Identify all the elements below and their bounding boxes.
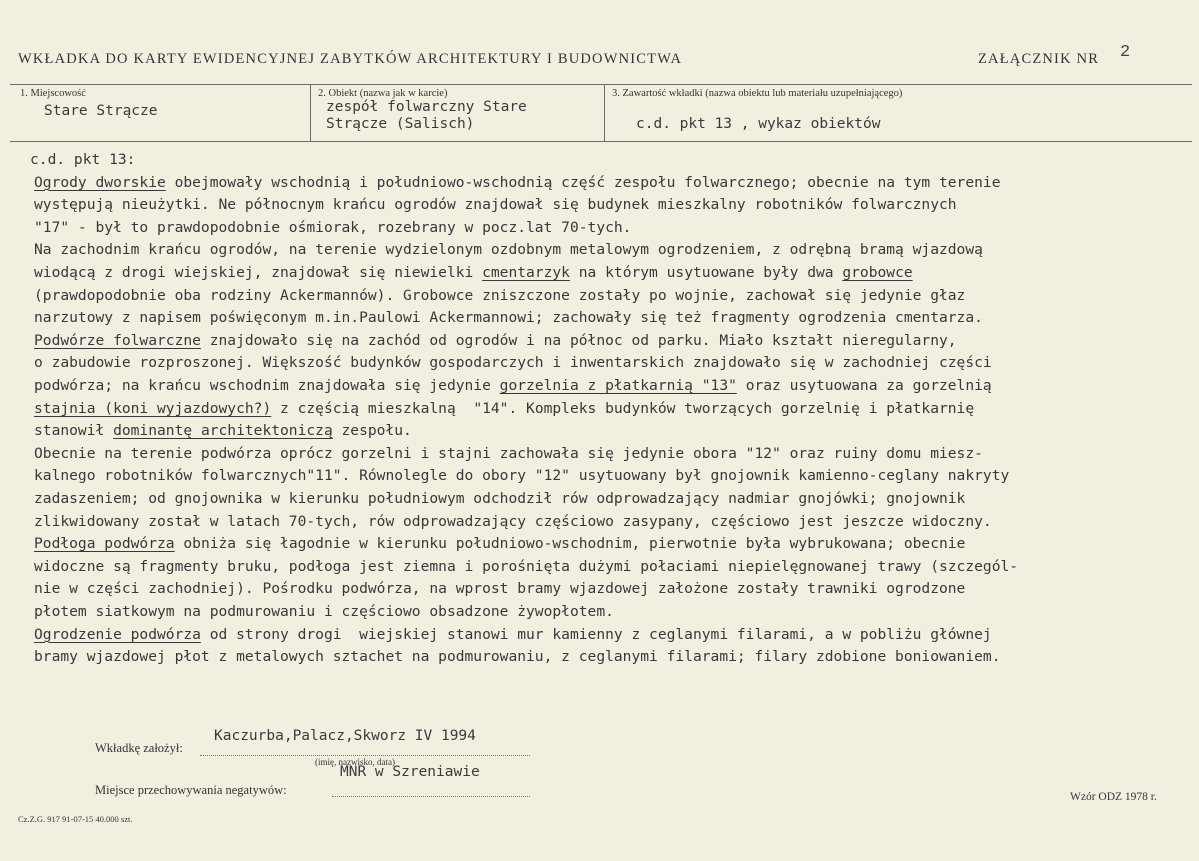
print-info: Cz.Z.G. 917 91-07-15 40.000 szt.	[18, 814, 133, 824]
body-line-text: z częścią mieszkalną "14". Kompleks budynków tworzących gorzelnię i płatkarnię	[271, 399, 975, 417]
body-line	[34, 580, 965, 597]
body-line-text: wiodącą z drogi wiejskiej, znajdował się niewielki	[34, 264, 483, 281]
negatives-label: Miejsce przechowywania negatywów:	[95, 783, 287, 797]
body-line-text: bramy wjazdowej płot z metalowych sztachet na podmurowaniu, z ceglanymi filarami; filary zdobione boniowaniem.	[34, 648, 1001, 666]
cell-divider-1	[310, 84, 311, 141]
body-line	[34, 603, 614, 620]
body-line	[34, 377, 992, 394]
body-line-text: widoczne są fragmenty bruku, podłoga jest ziemna i porośnięta dużymi połaciami niepielęgnowanej trawy (szczegól-	[34, 557, 1019, 575]
body-line-text: obniża się łagodnie w kierunku południowo-wschodnim, pierwotnie była wybrukowana; obecnie	[174, 535, 966, 553]
body-line	[34, 558, 1018, 575]
body-line-text: płotem siatkowym na podmurowaniu i częściowo obsadzone żywopłotem.	[34, 603, 614, 620]
body-line	[34, 422, 412, 439]
body-line-text: zlikwidowany został w latach 70-tych, rów odprowadzający częściowo zasypany, częściowo jest jeszcze widoczny.	[34, 512, 992, 530]
author-value: Kaczurba,Palacz,Skworz IV 1994	[214, 728, 476, 744]
body-line	[34, 174, 1000, 191]
body-line	[30, 151, 135, 168]
body-line	[34, 309, 983, 326]
body-line-text: c.d. pkt 13:	[30, 151, 136, 168]
body-line-text: stanowił	[34, 422, 114, 440]
body-line-text: Obecnie na terenie podwórza oprócz gorzelni i stajni zachowała się jedynie obora "12" oraz ruiny domu miesz-	[34, 444, 983, 462]
body-line	[34, 354, 992, 371]
body-line	[34, 219, 631, 236]
body-line-text: "17" - był to prawdopodobnie ośmiorak, rozebrany w pocz.lat 70-tych.	[34, 218, 632, 236]
body-line-text: Na zachodnim krańcu ogrodów, na terenie wydzielonym ozdobnym metalowym ogrodzeniem, z odrębną bramą wjazdową	[34, 241, 983, 259]
form-version: Wzór ODZ 1978 r.	[1070, 791, 1157, 803]
object-value-line2: Strącze (Salisch)	[326, 116, 475, 132]
body-line	[34, 626, 992, 643]
underlined-term: Ogrody dworskie	[34, 173, 166, 191]
cell-divider-2	[604, 84, 605, 141]
body-line-text: nie w części zachodniej). Pośrodku podwórza, na wprost bramy wjazdowej założone zostały trawniki ogrodzone	[34, 580, 966, 598]
attachment-label: ZAŁĄCZNIK NR	[978, 51, 1100, 67]
storage-value: MNR w Szreniawie	[340, 764, 480, 780]
body-line-text: występują nieużytki. Ne północnym krańcu ogrodów znajdował się budynek mieszkalny robotników folwarcznych	[34, 196, 957, 214]
body-line	[34, 490, 965, 507]
locality-label: 1. Miejscowość	[20, 88, 86, 99]
underlined-term: grobowce	[842, 264, 913, 281]
body-line-text: oraz usytuowana za gorzelnią	[736, 377, 992, 394]
body-line	[34, 535, 965, 552]
underlined-term: Podłoga podwórza	[34, 535, 175, 553]
author-label: Wkładkę założył:	[95, 741, 183, 755]
body-line	[34, 196, 957, 213]
author-caption: (imię, nazwisko, data)	[315, 757, 395, 767]
body-line	[34, 264, 913, 281]
body-line-text: zadaszeniem; od gnojownika w kierunku południowym odchodził rów odprowadzający nadmiar gnojówki; gnojownik	[34, 490, 966, 507]
body-line-text: narzutowy z napisem poświęconym m.in.Paulowi Ackermannowi; zachowały się też fragmenty ogrodzenia cmentarza.	[34, 309, 983, 327]
body-line	[34, 332, 957, 349]
object-value-line1: zespół folwarczny Stare	[326, 99, 527, 115]
body-line-text: obejmowały wschodnią i południowo-wschodnią część zespołu folwarcznego; obecnie na tym terenie	[165, 173, 1001, 191]
underlined-term: cmentarzyk	[482, 264, 570, 281]
body-line-text: (prawdopodobnie oba rodziny Ackermannów). Grobowce zniszczone zostały po wojnie, zachował się jedynie głaz	[34, 286, 966, 304]
body-line-text: o zabudowie rozproszonej. Większość budynków gospodarczych i inwentarskich znajdowało się w zachodniej części	[34, 354, 992, 372]
attachment-number: 2	[1120, 43, 1131, 62]
body-line	[34, 287, 965, 304]
body-line	[34, 467, 1009, 484]
body-line	[34, 445, 983, 462]
body-line-text: podwórza; na krańcu wschodnim znajdowała się jedynie	[34, 377, 500, 394]
contents-label: 3. Zawartość wkładki (nazwa obiektu lub materiału uzupełniającego)	[612, 88, 903, 99]
contents-value: c.d. pkt 13 , wykaz obiektów	[636, 116, 881, 132]
underlined-term: stajnia (koni wyjazdowych?)	[34, 399, 272, 417]
body-line-text: znajdowało się na zachód od ogrodów i na północ od parku. Miało kształt nieregularny,	[200, 331, 957, 349]
underlined-term: Ogrodzenie podwórza	[34, 625, 201, 643]
body-line	[34, 513, 992, 530]
header-rule-bottom	[10, 141, 1192, 142]
body-line-text: kalnego robotników folwarcznych"11". Równolegle do obory "12" usytuowany był gnojownik kamienno-ceglany nakryty	[34, 467, 1010, 485]
negatives-dotted-line	[332, 796, 530, 797]
underlined-term: dominantę architektoniczą	[113, 422, 333, 440]
underlined-term: gorzelnia z płatkarnią "13"	[499, 377, 737, 394]
body-line	[34, 400, 974, 417]
header-rule-top	[10, 84, 1192, 85]
body-line-text: od strony drogi wiejskiej stanowi mur kamienny z ceglanymi filarami, a w pobliżu głównej	[200, 625, 992, 643]
body-line-text: zespołu.	[332, 422, 412, 440]
author-dotted-line	[200, 755, 530, 756]
form-title: WKŁADKA DO KARTY EWIDENCYJNEJ ZABYTKÓW ARCHITEKTURY I BUDOWNICTWA	[18, 51, 683, 67]
body-line	[34, 241, 983, 258]
locality-value: Stare Strącze	[44, 103, 158, 119]
underlined-term: Podwórze folwarczne	[34, 331, 201, 349]
object-label: 2. Obiekt (nazwa jak w karcie)	[318, 88, 448, 99]
body-line-text: na którym usytuowane były dwa	[569, 264, 843, 281]
body-line	[34, 648, 1000, 665]
